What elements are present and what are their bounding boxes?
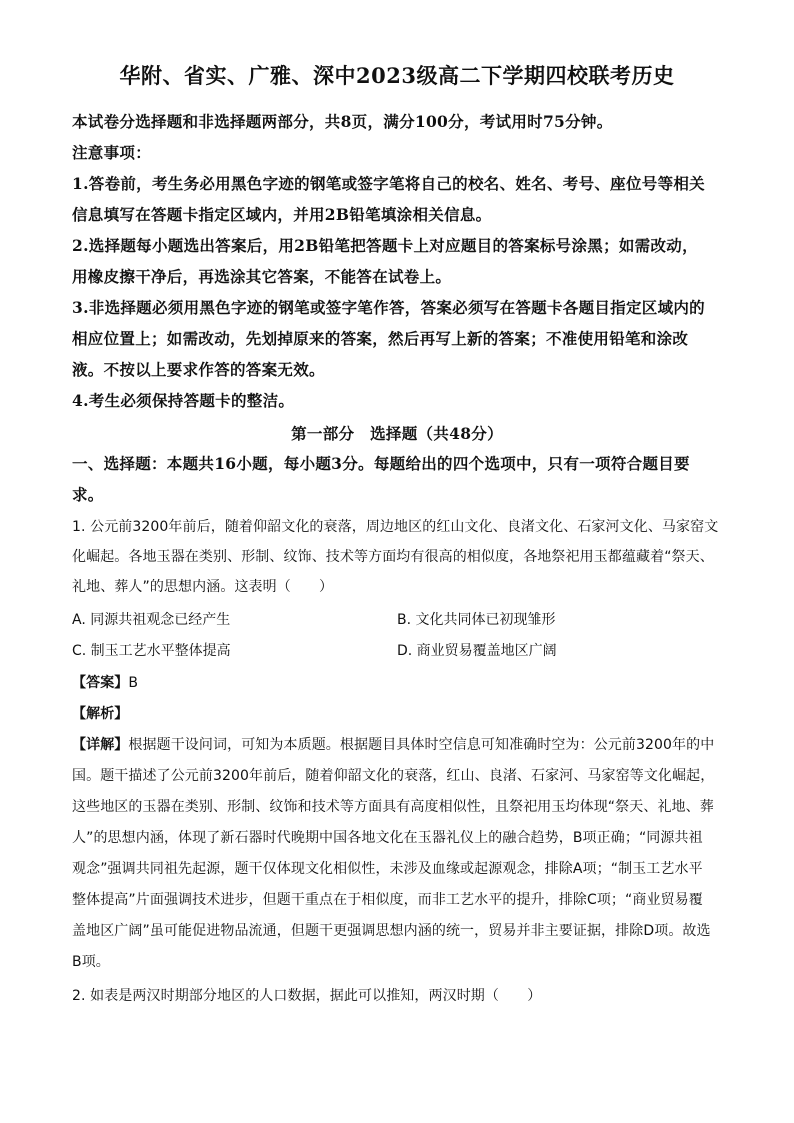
notes-heading: 注意事项： (72, 143, 152, 162)
option-a: A. 同源共祖观念已经产生 (72, 612, 231, 628)
note-line: 4.考生必须保持答题卡的整洁。 (72, 391, 295, 410)
analysis-line (72, 703, 732, 723)
detail-line: 整体提高”片面强调技术进步，但题干重点在于相似度，而非工艺水平的提升，排除C项；“商业贸易覆 (72, 892, 703, 908)
detail-line: 人”的思想内涵，体现了新石器时代晚期中国各地文化在玉器礼仪上的融合趋势，B项正确；“同源共祖 (72, 830, 703, 846)
answer-value: B (128, 675, 139, 691)
answer-tag: 【答案】 (72, 675, 129, 691)
note-line: 2.选择题每小题选出答案后，用2B铅笔把答题卡上对应题目的答案标号涂黑；如需改动， (72, 236, 698, 255)
detail-line: 盖地区广阔”虽可能促进物品流通，但题干更强调思想内涵的统一，贸易并非主要证据，排除D项。故选 (72, 923, 711, 939)
detail-line: 观念”强调共同祖先起源，题干仅体现文化相似性，未涉及血缘或起源观念，排除A项；“制玉工艺水平 (72, 861, 703, 877)
option-c: C. 制玉工艺水平整体提高 (72, 643, 231, 659)
note-line: 用橡皮擦干净后，再选涂其它答案，不能答在试卷上。 (72, 267, 452, 286)
section-instruction: 一、选择题：本题共16小题，每小题3分。每题给出的四个选项中，只有一项符合题目要 (72, 454, 690, 473)
note-line: 相应位置上；如需改动，先划掉原来的答案，然后再写上新的答案；不准使用铅笔和涂改 (72, 329, 689, 348)
question-2-stem: 2. 如表是两汉时期部分地区的人口数据，据此可以推知，两汉时期（ ） (72, 988, 542, 1004)
detail-tag: 【详解】 (72, 737, 129, 753)
question-1-stem: 礼地、葬人”的思想内涵。这表明（ ） (72, 579, 334, 595)
note-line: 1.答卷前，考生务必用黑色字迹的钢笔或签字笔将自己的校名、姓名、考号、座位号等相关 (72, 174, 705, 193)
part-title: 第一部分 选择题（共48分） (291, 424, 503, 443)
note-line: 3.非选择题必须用黑色字迹的钢笔或签字笔作答，答案必须写在答题卡各题目指定区域内的 (72, 298, 705, 317)
note-line: 液。不按以上要求作答的答案无效。 (72, 360, 325, 379)
detail-line: 国。题干描述了公元前3200年前后，随着仰韶文化的衰落，红山、良渚、石家河、马家窑等文化崛起， (72, 768, 715, 784)
note-line: 信息填写在答题卡指定区域内，并用2B铅笔填涂相关信息。 (72, 205, 492, 224)
detail-line: B项。 (72, 954, 110, 970)
option-d: D. 商业贸易覆盖地区广阔 (397, 643, 557, 659)
section-instruction: 求。 (72, 485, 104, 504)
answer-line (72, 672, 732, 692)
option-b: B. 文化共同体已初现雏形 (397, 612, 556, 628)
detail-text: 根据题干设问词，可知为本质题。根据题目具体时空信息可知准确时空为：公元前3200年的中 (128, 737, 715, 753)
question-1-stem: 化崛起。各地玉器在类别、形制、纹饰、技术等方面均有很高的相似度，各地祭祀用玉都蕴藏着“祭天、 (72, 549, 714, 565)
detail-line (72, 734, 732, 754)
exam-title: 华附、省实、广雅、深中2023级高二下学期四校联考历史 (119, 63, 675, 88)
exam-intro: 本试卷分选择题和非选择题两部分，共8页，满分100分，考试用时75分钟。 (72, 112, 613, 131)
analysis-tag: 【解析】 (72, 706, 129, 722)
detail-line: 这些地区的玉器在类别、形制、纹饰和技术等方面具有高度相似性，且祭祀用玉均体现“祭天、礼地、葬 (72, 799, 714, 815)
question-1-stem: 1. 公元前3200年前后，随着仰韶文化的衰落，周边地区的红山文化、良渚文化、石家河文化、马家窑文 (72, 519, 719, 535)
